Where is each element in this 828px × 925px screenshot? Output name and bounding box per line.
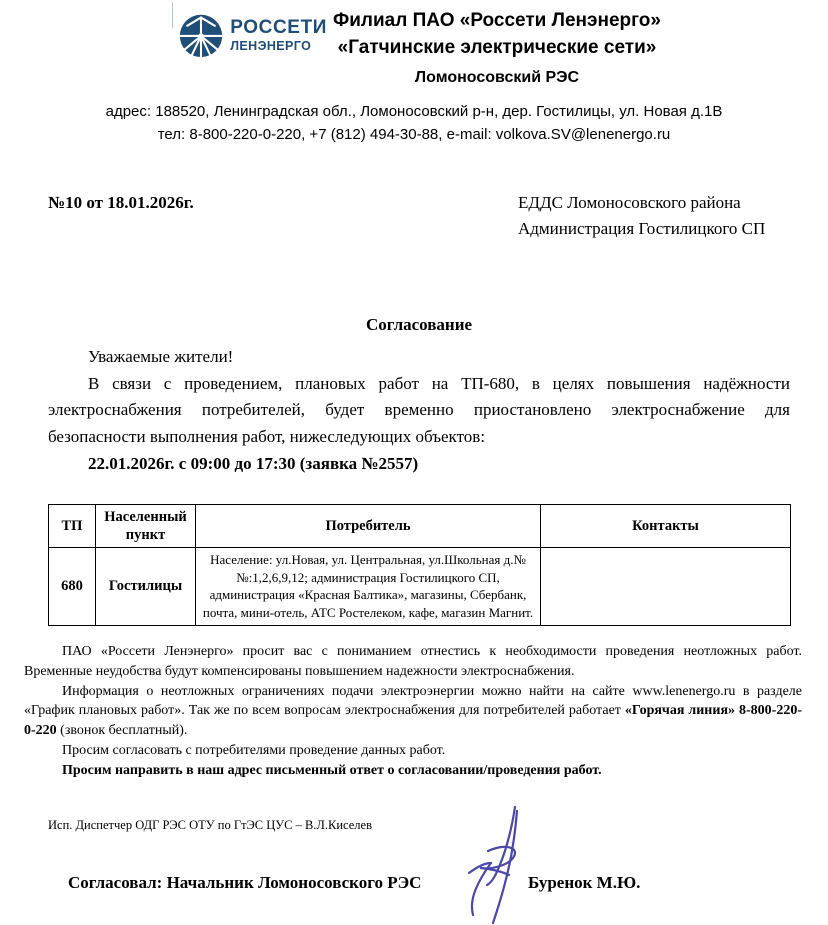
greeting-line: Уважаемые жители! xyxy=(88,346,234,366)
closing-paragraph-1: ПАО «Россети Ленэнерго» просит вас с пониманием отнестись к необходимости проведения неотложных работ. Временные неудобства будут компенсированы повышением надежности электроснабжения. xyxy=(24,643,802,679)
outage-datetime-line: 22.01.2026г. с 09:00 до 17:30 (заявка №2557) xyxy=(88,453,419,473)
signature-name: Буренок М.Ю. xyxy=(528,872,641,892)
addressee-row xyxy=(0,190,828,243)
document-number: №10 от 18.01.2026г. xyxy=(48,193,194,213)
executor-footer: Исп. Диспетчер ОДГ РЭС ОТУ по ГтЭС ЦУС – В.Л.Киселев xyxy=(48,818,372,832)
handwritten-signature xyxy=(455,805,565,925)
addressee-line-1: ЕДДС Ломоносовского района xyxy=(518,193,741,213)
signature-row xyxy=(68,873,790,893)
signature-role: Согласовал: Начальник Ломоносовского РЭС xyxy=(68,872,422,892)
address-line: адрес: 188520, Ленинградская обл., Ломоносовский р-н, дер. Гостилицы, ул. Новая д.1В xyxy=(105,103,723,121)
hotline-text: «Горячая линия» 8-800-220-0-220 xyxy=(24,703,802,739)
closing-paragraph-3: Просим согласовать с потребителями проведение данных работ. xyxy=(62,743,446,759)
cell-contacts xyxy=(541,548,791,626)
addressee-line-2: Администрация Гостилицкого СП xyxy=(518,219,766,239)
table-header-row xyxy=(49,504,791,547)
closing-request-bold: Просим направить в наш адрес письменный ответ о согласовании/проведения работ. xyxy=(62,763,602,779)
closing-paragraph-2 xyxy=(24,682,802,742)
outage-table-wrapper xyxy=(0,504,828,626)
logo-text-lenenergo: ЛЕНЭНЕРГО xyxy=(230,38,312,53)
cell-tp: 680 xyxy=(49,548,96,626)
outage-table xyxy=(48,504,791,626)
letter-body xyxy=(0,315,828,474)
closing-text xyxy=(0,642,828,781)
rosseti-sun-icon xyxy=(178,12,224,58)
closing-paragraph-4 xyxy=(24,761,802,781)
table-row xyxy=(49,548,791,626)
scan-artifact-line xyxy=(172,2,173,28)
phone-email-line: тел: 8-800-220-0-220, +7 (812) 494-30-88, e-mail: volkova.SV@lenenergo.ru xyxy=(157,125,671,143)
intro-paragraph: В связи с проведением, плановых работ на ТП-680, в целях повышения надёжности электроснабжения потребителей, будет временно приостановлено электроснабжение для безопасности выполнения работ, нижеследующих объектов: xyxy=(48,373,790,446)
addressee-block xyxy=(518,190,798,243)
signature-area xyxy=(0,825,828,909)
company-title-line3: Ломоносовский РЭС xyxy=(414,68,580,86)
company-title-line2: «Гатчинские электрические сети» xyxy=(337,36,657,58)
cell-consumer: Население: ул.Новая, ул. Центральная, ул.Школьная д.№№:1,2,6,9,12; администрация Гостилицкого СП, администрация «Красная Балтика», магазины, Сбербанк, почта, мини-отель, АТС Ростелеком, кафе, магазин Магнит. xyxy=(196,548,541,626)
document-title: Согласование xyxy=(365,314,473,334)
company-title-line1: Филиал ПАО «Россети Ленэнерго» xyxy=(333,10,661,31)
letterhead xyxy=(0,0,828,89)
column-header-place: Населенный пункт xyxy=(96,504,196,547)
letterhead-titles xyxy=(333,8,661,89)
letterhead-contacts xyxy=(0,101,828,146)
company-logo xyxy=(167,8,333,58)
closing-p2-part2: (звонок бесплатный). xyxy=(56,723,188,739)
logo-text-rosseti: РОССЕТИ xyxy=(230,16,328,38)
cell-place: Гостилицы xyxy=(96,548,196,626)
column-header-contacts: Контакты xyxy=(541,504,791,547)
column-header-tp: ТП xyxy=(49,504,96,547)
closing-p2-part1: Информация о неотложных ограничениях подачи электроэнергии можно найти на сайте www.lenenergo.ru в разделе «График плановых работ». Так же по всем вопросам электроснабжения для потребителей работает xyxy=(24,683,802,719)
column-header-consumer: Потребитель xyxy=(196,504,541,547)
